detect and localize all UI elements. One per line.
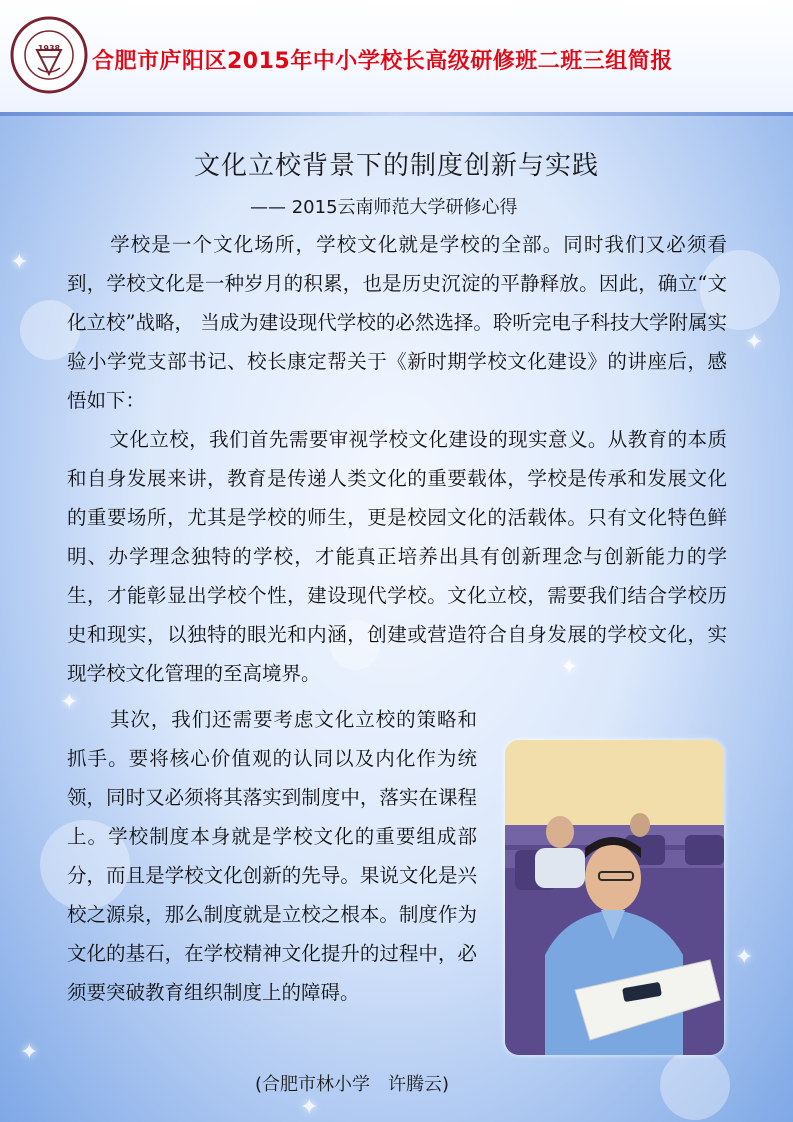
paragraph-text: 学校是一个文化场所，学校文化就是学校的全部。同时我们又必须看到，学校文化是一种岁月的积累，也是历史沉淀的平静释放。因此，确立“文化立校”战略， 当成为建设现代学校的必然选择。聆听完电子科技大学附属实验小学党支部书记、校长康定帮关于《新时期学校文化建设》的讲座后，感悟如下： [67,233,727,412]
bokeh-light [660,1050,730,1120]
paragraph-1 [67,225,727,420]
logo-year: 1938 [37,44,61,53]
paragraph-3 [67,700,477,1012]
university-seal-icon [10,16,88,94]
lecture-photo [505,740,724,1055]
header-divider [0,112,793,116]
author-signature: (合肥市林小学 许腾云) [255,1074,450,1095]
sparkle-icon: ✦ [745,330,764,355]
paragraph-text: 其次，我们还需要考虑文化立校的策略和抓手。要将核心价值观的认同以及内化作为统领，同时又必须将其落实到制度中，落实在课程上。学校制度本身就是学校文化的重要组成部分，而且是学校文化创新的先导。果说文化是兴校之源泉，那么制度就是立校之根本。制度作为文化的基石，在学校精神文化提升的过程中，必须要突破教育组织制度上的障碍。 [67,708,477,1004]
article-subtitle: —— 2015云南师范大学研修心得 [250,197,518,218]
sparkle-icon: ✦ [10,250,29,275]
university-logo [10,16,88,94]
paragraph-text: 文化立校，我们首先需要审视学校文化建设的现实意义。从教育的本质和自身发展来讲，教育是传递人类文化的重要载体，学校是传承和发展文化的重要场所，尤其是学校的师生，更是校园文化的活载体。只有文化特色鲜明、办学理念独特的学校，才能真正培养出具有创新理念与创新能力的学生，才能彰显出学校个性，建设现代学校。文化立校，需要我们结合学校历史和现实，以独特的眼光和内涵，创建或营造符合自身发展的学校文化，实现学校文化管理的至高境界。 [67,428,727,685]
sparkle-icon: ✦ [560,655,579,680]
sparkle-icon: ✦ [735,945,754,970]
paragraph-2 [67,420,727,693]
page-header [0,0,793,112]
sparkle-icon: ✦ [60,690,79,715]
sparkle-icon: ✦ [20,1040,39,1065]
sparkle-icon: ✦ [300,1095,319,1120]
lecture-photo-illustration [505,740,724,1055]
header-title: 合肥市庐阳区2015年中小学校长高级研修班二班三组简报 [92,49,673,74]
article-title: 文化立校背景下的制度创新与实践 [193,151,599,181]
